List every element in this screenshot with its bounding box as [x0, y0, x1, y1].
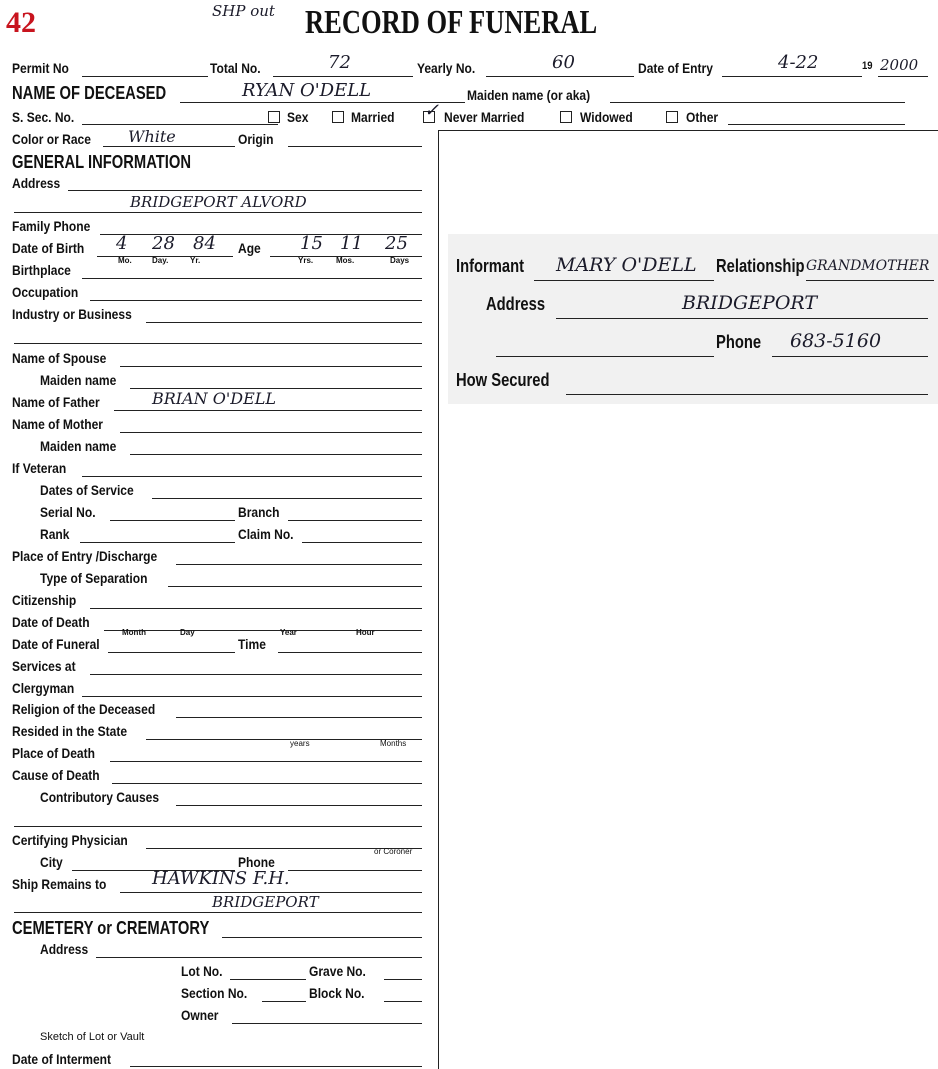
race-value: White	[128, 127, 176, 146]
name-label: NAME OF DECEASED	[12, 83, 167, 103]
informant-value: MARY O'DELL	[556, 254, 697, 276]
year-sub: Year	[280, 628, 297, 637]
family-phone-label: Family Phone	[12, 218, 91, 234]
coroner-sub: or Coroner	[374, 847, 413, 856]
address-field-2[interactable]	[14, 212, 422, 213]
serial-field[interactable]	[110, 520, 235, 521]
owner-field[interactable]	[232, 1023, 422, 1024]
age-yrs-value: 15	[300, 233, 323, 254]
header-divider	[438, 130, 938, 131]
relationship-value: GRANDMOTHER	[806, 258, 930, 274]
ship-value-2: BRIDGEPORT	[212, 893, 319, 911]
cemetery-address-field[interactable]	[96, 957, 422, 958]
inf-address-field[interactable]	[556, 318, 928, 319]
rank-field[interactable]	[80, 542, 235, 543]
rank-label: Rank	[40, 526, 70, 542]
father-label: Name of Father	[12, 394, 100, 410]
address-value: BRIDGEPORT ALVORD	[130, 193, 307, 211]
branch-label: Branch	[238, 504, 280, 520]
race-field[interactable]	[103, 146, 235, 147]
section-label: Section No.	[181, 985, 248, 1001]
service-label: Dates of Service	[40, 482, 134, 498]
occupation-label: Occupation	[12, 284, 79, 300]
separation-field[interactable]	[168, 586, 422, 587]
never-married-label: Never Married	[444, 109, 525, 125]
mother-maiden-label: Maiden name	[40, 438, 117, 454]
entry-discharge-label: Place of Entry /Discharge	[12, 548, 158, 564]
ship-field-2[interactable]	[14, 912, 422, 913]
permit-field[interactable]	[82, 76, 208, 77]
dob-yr-value: 84	[193, 233, 216, 254]
services-label: Services at	[12, 658, 76, 674]
citizenship-label: Citizenship	[12, 592, 77, 608]
widowed-checkbox[interactable]	[560, 109, 576, 127]
mother-maiden-field[interactable]	[130, 454, 422, 455]
total-label: Total No.	[210, 60, 261, 76]
day-sub: Day.	[152, 256, 169, 265]
industry-field-2[interactable]	[14, 343, 422, 344]
spouse-label: Name of Spouse	[12, 350, 107, 366]
industry-field-1[interactable]	[146, 322, 422, 323]
secured-label: How Secured	[456, 370, 550, 390]
father-field[interactable]	[114, 410, 422, 411]
age-mos-value: 11	[340, 233, 363, 254]
birthplace-label: Birthplace	[12, 262, 71, 278]
phone-field[interactable]	[288, 870, 422, 871]
spouse-field[interactable]	[120, 366, 422, 367]
pod-field[interactable]	[110, 761, 422, 762]
mo-sub: Mo.	[118, 256, 132, 265]
entry-label: Date of Entry	[638, 60, 713, 76]
industry-label: Industry or Business	[12, 306, 132, 322]
contrib-field-1[interactable]	[176, 805, 422, 806]
occupation-field[interactable]	[90, 300, 422, 301]
veteran-field[interactable]	[82, 476, 422, 477]
ssn-field[interactable]	[82, 124, 278, 125]
months-sub: Months	[380, 739, 407, 748]
service-field[interactable]	[152, 498, 422, 499]
dob-mo-value: 4	[116, 233, 128, 254]
cemetery-field[interactable]	[222, 937, 422, 938]
cod-field[interactable]	[112, 783, 422, 784]
spouse-maiden-label: Maiden name	[40, 372, 117, 388]
ssn-label: S. Sec. No.	[12, 109, 75, 125]
race-label: Color or Race	[12, 131, 91, 147]
time-field[interactable]	[278, 652, 422, 653]
mother-label: Name of Mother	[12, 416, 103, 432]
informant-label: Informant	[456, 256, 525, 276]
name-value: RYAN O'DELL	[242, 80, 372, 101]
cemetery-heading: CEMETERY or CREMATORY	[12, 918, 210, 938]
citizenship-field[interactable]	[90, 608, 422, 609]
dob-day-value: 28	[152, 233, 175, 254]
name-field[interactable]	[180, 102, 465, 103]
pod-label: Place of Death	[12, 745, 95, 761]
days-sub: Days	[390, 256, 410, 265]
father-value: BRIAN O'DELL	[152, 389, 277, 408]
serial-label: Serial No.	[40, 504, 96, 520]
claim-label: Claim No.	[238, 526, 294, 542]
day2-sub: Day	[180, 628, 195, 637]
separation-label: Type of Separation	[40, 570, 148, 586]
block-field[interactable]	[384, 1001, 422, 1002]
sex-checkbox[interactable]	[268, 109, 284, 125]
secured-field[interactable]	[566, 394, 928, 395]
inf-phone-field[interactable]	[772, 356, 928, 357]
informant-field[interactable]	[534, 280, 714, 281]
physician-label: Certifying Physician	[12, 832, 128, 848]
city-label: City	[40, 854, 63, 870]
veteran-label: If Veteran	[12, 460, 67, 476]
family-phone-field[interactable]	[100, 234, 422, 235]
month-sub: Month	[122, 628, 146, 637]
phone-label: Phone	[238, 854, 275, 870]
entry-19: 19	[862, 60, 873, 72]
years-sub: years	[290, 739, 310, 748]
origin-field[interactable]	[288, 146, 422, 147]
yr-sub: Yr.	[190, 256, 201, 265]
age-days-value: 25	[385, 233, 408, 254]
cod-label: Cause of Death	[12, 767, 100, 783]
grave-field[interactable]	[384, 979, 422, 980]
widowed-label: Widowed	[580, 109, 633, 125]
grave-label: Grave No.	[309, 963, 366, 979]
contrib-field-2[interactable]	[14, 826, 422, 827]
yearly-label: Yearly No.	[417, 60, 476, 76]
entry-year-field[interactable]	[878, 76, 928, 77]
contrib-label: Contributory Causes	[40, 789, 160, 805]
page-number: 42	[6, 6, 36, 39]
resided-label: Resided in the State	[12, 723, 128, 739]
lot-label: Lot No.	[181, 963, 223, 979]
interment-label: Date of Interment	[12, 1051, 112, 1067]
claim-field[interactable]	[302, 542, 422, 543]
total-value: 72	[328, 52, 351, 73]
married-checkbox[interactable]	[332, 109, 348, 127]
sex-label: Sex	[287, 109, 309, 125]
yrs-sub: Yrs.	[298, 256, 314, 265]
scribble-note: SHP out	[212, 2, 275, 20]
mother-field[interactable]	[120, 432, 422, 433]
inf-address-field-2[interactable]	[496, 356, 714, 357]
ship-value-1: HAWKINS F.H.	[152, 868, 290, 889]
general-heading: GENERAL INFORMATION	[12, 152, 192, 172]
sketch-label: Sketch of Lot or Vault	[40, 1031, 145, 1043]
religion-field[interactable]	[176, 717, 422, 718]
entry-year-value: 2000	[880, 56, 919, 74]
yearly-field[interactable]	[486, 76, 634, 77]
permit-label: Permit No	[12, 60, 69, 76]
entry-value: 4-22	[778, 52, 819, 73]
maiden-aka-field[interactable]	[610, 102, 905, 103]
inf-phone-value: 683-5160	[790, 330, 882, 352]
clergyman-label: Clergyman	[12, 680, 75, 696]
branch-field[interactable]	[288, 520, 422, 521]
never-married-checkmark: ✓	[424, 100, 440, 121]
inf-address-value: BRIDGEPORT	[682, 292, 818, 314]
relationship-label: Relationship	[716, 256, 805, 276]
inf-address-label: Address	[486, 294, 546, 314]
services-field[interactable]	[90, 674, 422, 675]
age-label: Age	[238, 240, 261, 256]
hour-sub: Hour	[356, 628, 375, 637]
origin-label: Origin	[238, 131, 274, 147]
inf-phone-label: Phone	[716, 332, 762, 352]
column-divider	[438, 130, 439, 1069]
entry-discharge-field[interactable]	[176, 564, 422, 565]
address-label: Address	[12, 175, 61, 191]
dof-label: Date of Funeral	[12, 636, 100, 652]
cemetery-address-label: Address	[40, 941, 89, 957]
time-label: Time	[238, 636, 266, 652]
maiden-aka-label: Maiden name (or aka)	[467, 87, 591, 103]
married-label: Married	[351, 109, 395, 125]
address-field-1[interactable]	[68, 190, 422, 191]
total-field[interactable]	[273, 76, 413, 77]
other-checkbox[interactable]	[666, 109, 682, 127]
relationship-field[interactable]	[806, 280, 934, 281]
yearly-value: 60	[552, 52, 575, 73]
mos-sub: Mos.	[336, 256, 355, 265]
owner-label: Owner	[181, 1007, 219, 1023]
religion-label: Religion of the Deceased	[12, 701, 156, 717]
section-field[interactable]	[262, 1001, 306, 1002]
form-title: RECORD OF FUNERAL	[305, 4, 598, 41]
lot-field[interactable]	[230, 979, 306, 980]
interment-field[interactable]	[130, 1066, 422, 1067]
dob-label: Date of Birth	[12, 240, 85, 256]
ship-label: Ship Remains to	[12, 876, 107, 892]
informant-panel	[448, 234, 938, 404]
other-label: Other	[686, 109, 719, 125]
dof-field[interactable]	[108, 652, 235, 653]
dod-label: Date of Death	[12, 614, 90, 630]
block-label: Block No.	[309, 985, 365, 1001]
entry-field[interactable]	[722, 76, 862, 77]
clergyman-field[interactable]	[82, 696, 422, 697]
other-field[interactable]	[728, 124, 905, 125]
birthplace-field[interactable]	[82, 278, 422, 279]
